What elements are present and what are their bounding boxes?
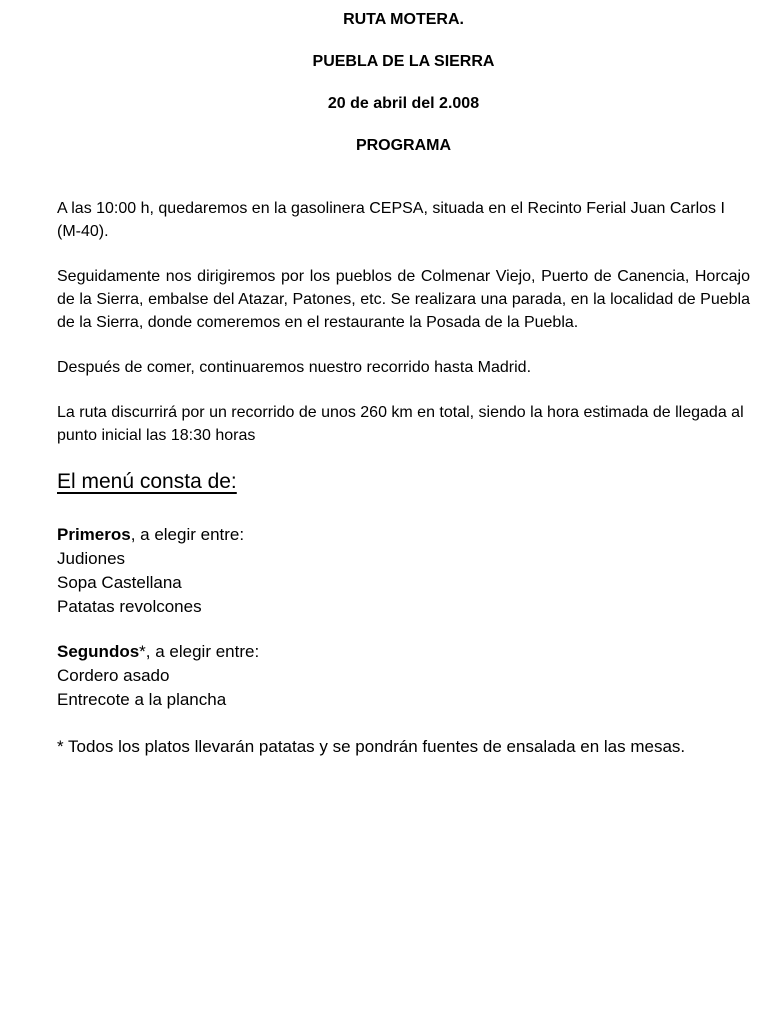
course-segundos: [57, 640, 750, 712]
page-title: RUTA MOTERA.: [343, 11, 464, 28]
course-segundos-label: Segundos: [57, 642, 140, 661]
program-body: [57, 197, 750, 447]
section-heading: PROGRAMA: [355, 137, 452, 154]
course-primeros: [57, 523, 750, 619]
paragraph-return: Después de comer, continuaremos nuestro recorrido hasta Madrid.: [57, 359, 532, 376]
menu-item: Sopa Castellana: [57, 573, 182, 592]
menu-item: Patatas revolcones: [57, 597, 202, 616]
menu-item: Cordero asado: [57, 666, 170, 685]
menu-item: Entrecote a la plancha: [57, 690, 227, 709]
menu-footnote: * Todos los platos llevarán patatas y se pondrán fuentes de ensalada en las mesas.: [57, 737, 686, 756]
document-header: [57, 10, 750, 155]
course-primeros-label: Primeros: [57, 525, 131, 544]
menu-section: [57, 469, 750, 760]
menu-item: Judiones: [57, 549, 126, 568]
course-primeros-suffix: , a elegir entre:: [130, 525, 245, 544]
course-segundos-suffix: *, a elegir entre:: [139, 642, 260, 661]
course-primeros-line: [57, 523, 750, 547]
menu-heading: El menú consta de:: [57, 470, 237, 493]
paragraph-meeting: A las 10:00 h, quedaremos en la gasolinera CEPSA, situada en el Recinto Ferial Juan Carlos I (M-40).: [57, 200, 725, 240]
date-line: 20 de abril del 2.008: [327, 95, 480, 112]
course-segundos-line: [57, 640, 750, 664]
page-subtitle: PUEBLA DE LA SIERRA: [312, 53, 495, 70]
paragraph-distance: La ruta discurrirá por un recorrido de unos 260 km en total, siendo la hora estimada de llegada al punto inicial las 18:30 horas: [57, 404, 744, 444]
paragraph-route: Seguidamente nos dirigiremos por los pueblos de Colmenar Viejo, Puerto de Canencia, Horcajo de la Sierra, embalse del Atazar, Patones, etc. Se realizara una parada, en la localidad de Puebla de la Sierra, donde comeremos en el restaurante la Posada de la Puebla.: [57, 268, 750, 331]
